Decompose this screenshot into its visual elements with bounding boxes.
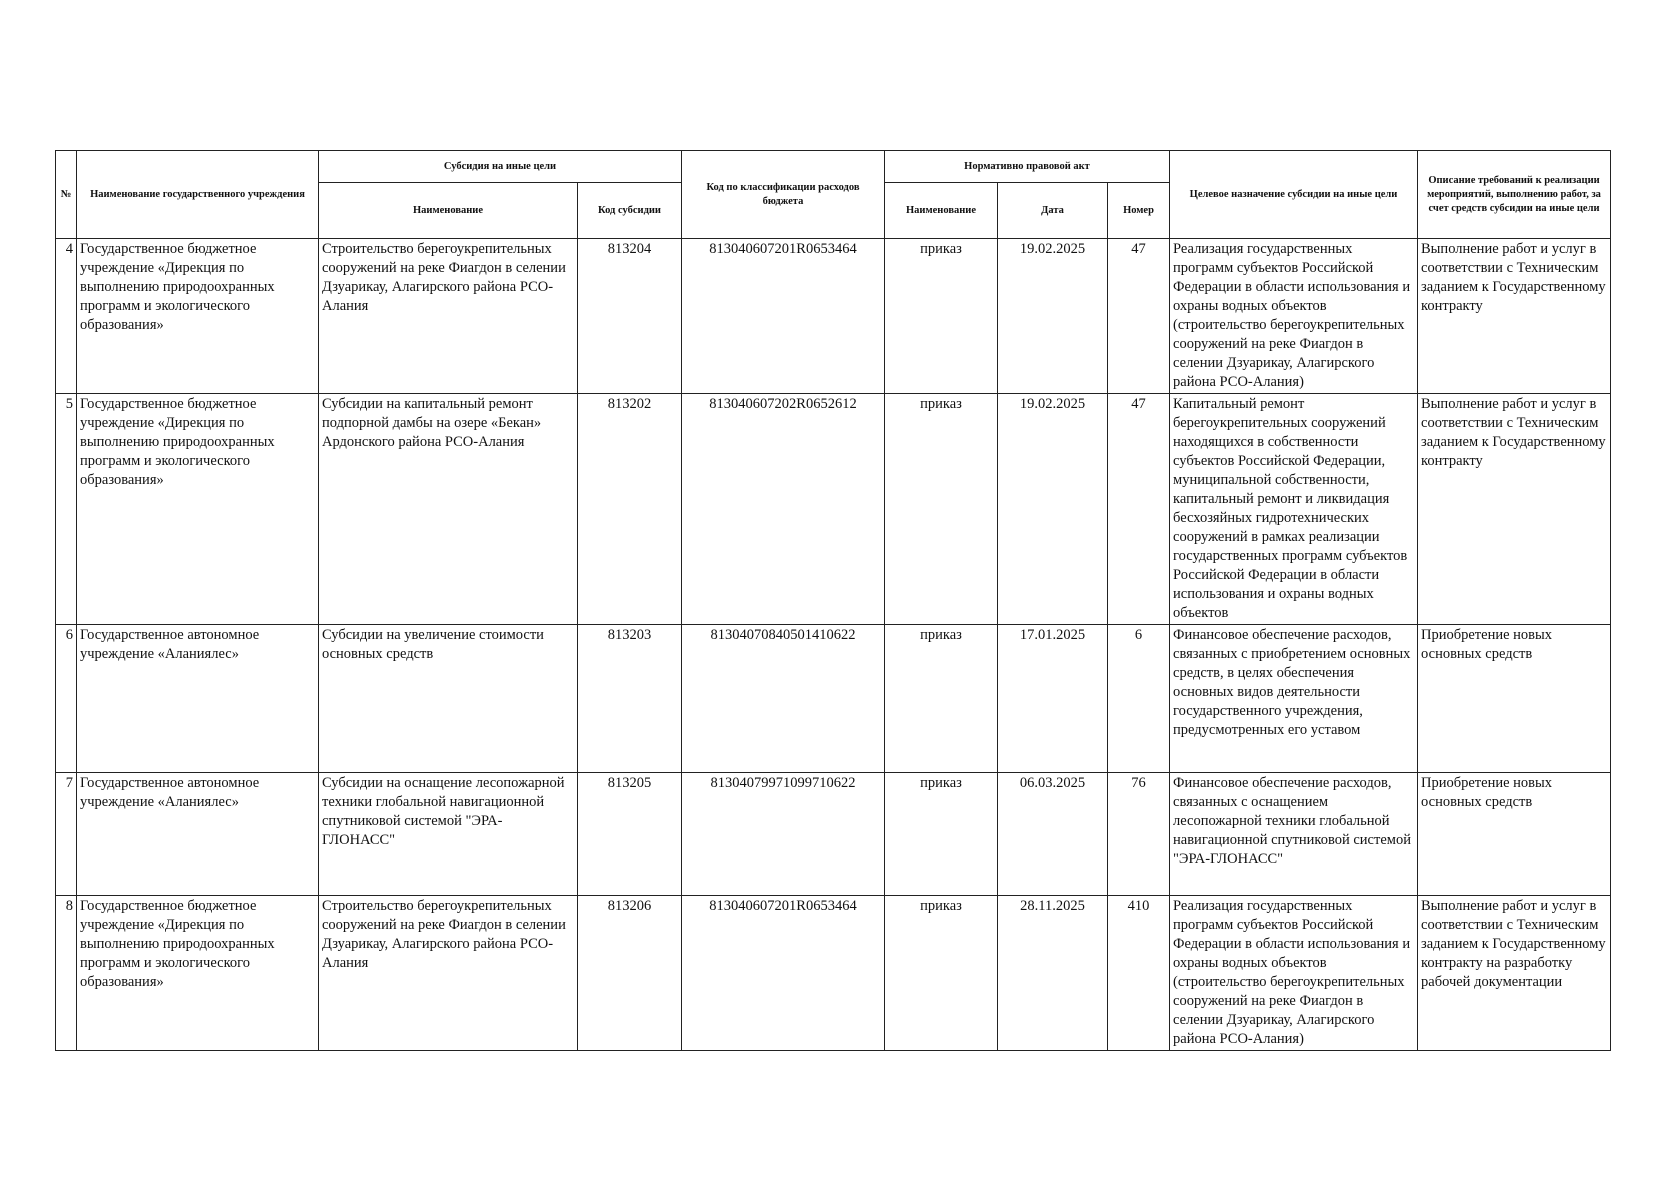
subsidy-code: 813206: [578, 896, 682, 1051]
subsidy-name: Субсидии на оснащение лесопожарной техники глобальной навигационной спутниковой системой "ЭРА-ГЛОНАСС": [319, 773, 578, 896]
subsidy-name: Строительство берегоукрепительных сооружений на реке Фиагдон в селении Дзуарикау, Алагирского района РСО-Алания: [319, 239, 578, 394]
act-name: приказ: [885, 239, 998, 394]
table-row: [56, 896, 1611, 1051]
institution-name: Государственное бюджетное учреждение «Дирекция по выполнению природоохранных программ и экологического образования»: [77, 239, 319, 394]
subsidy-name: Субсидии на увеличение стоимости основных средств: [319, 625, 578, 773]
act-date: 17.01.2025: [998, 625, 1108, 773]
header-act-name: Наименование: [885, 183, 998, 239]
table-row: [56, 239, 1611, 394]
header-subsidy-name: Наименование: [319, 183, 578, 239]
header-institution: Наименование государственного учреждения: [77, 151, 319, 239]
budget-code: 813040607201R0653464: [682, 896, 885, 1051]
table-header: [56, 151, 1611, 239]
subsidy-code: 813202: [578, 394, 682, 625]
subsidy-purpose: Реализация государственных программ субъектов Российской Федерации в области использования и охраны водных объектов (строительство берегоукрепительных сооружений на реке Фиагдон в селении Дзуарикау, Алагирского района РСО-Алания): [1170, 896, 1418, 1051]
act-number: 76: [1108, 773, 1170, 896]
act-number: 6: [1108, 625, 1170, 773]
subsidy-table: [55, 150, 1611, 1051]
budget-code: 813040607202R0652612: [682, 394, 885, 625]
row-number: 4: [56, 239, 77, 394]
requirements-description: Приобретение новых основных средств: [1418, 773, 1611, 896]
header-subsidy-group: Субсидия на иные цели: [319, 151, 682, 183]
act-number: 410: [1108, 896, 1170, 1051]
subsidy-purpose: Капитальный ремонт берегоукрепительных сооружений находящихся в собственности субъектов Российской Федерации, муниципальной собственности, капитальный ремонт и ликвидация бесхозяйных гидротехнических сооружений в рамках реализации государственных программ субъектов Российской Федерации в области использования и охраны водных объектов: [1170, 394, 1418, 625]
subsidy-purpose: Финансовое обеспечение расходов, связанных с оснащением лесопожарной техники глобальной навигационной спутниковой системой "ЭРА-ГЛОНАСС": [1170, 773, 1418, 896]
budget-code: 81304079971099710622: [682, 773, 885, 896]
header-purpose: Целевое назначение субсидии на иные цели: [1170, 151, 1418, 239]
act-name: приказ: [885, 394, 998, 625]
header-act-number: Номер: [1108, 183, 1170, 239]
subsidy-name: Строительство берегоукрепительных сооружений на реке Фиагдон в селении Дзуарикау, Алагирского района РСО-Алания: [319, 896, 578, 1051]
requirements-description: Приобретение новых основных средств: [1418, 625, 1611, 773]
subsidy-code: 813205: [578, 773, 682, 896]
table-row: [56, 394, 1611, 625]
act-name: приказ: [885, 896, 998, 1051]
header-requirements: Описание требований к реализации мероприятий, выполнению работ, за счет средств субсидии на иные цели: [1418, 151, 1611, 239]
institution-name: Государственное бюджетное учреждение «Дирекция по выполнению природоохранных программ и экологического образования»: [77, 394, 319, 625]
act-date: 06.03.2025: [998, 773, 1108, 896]
institution-name: Государственное автономное учреждение «Аланиялес»: [77, 625, 319, 773]
act-number: 47: [1108, 239, 1170, 394]
budget-code: 81304070840501410622: [682, 625, 885, 773]
subsidy-code: 813204: [578, 239, 682, 394]
act-date: 19.02.2025: [998, 394, 1108, 625]
row-number: 8: [56, 896, 77, 1051]
act-date: 19.02.2025: [998, 239, 1108, 394]
subsidy-code: 813203: [578, 625, 682, 773]
table-row: [56, 625, 1611, 773]
act-number: 47: [1108, 394, 1170, 625]
institution-name: Государственное автономное учреждение «Аланиялес»: [77, 773, 319, 896]
header-budget-code: Код по классификации расходов бюджета: [682, 151, 885, 239]
institution-name: Государственное бюджетное учреждение «Дирекция по выполнению природоохранных программ и экологического образования»: [77, 896, 319, 1051]
table-row: [56, 773, 1611, 896]
requirements-description: Выполнение работ и услуг в соответствии с Техническим заданием к Государственному контракту: [1418, 394, 1611, 625]
act-name: приказ: [885, 625, 998, 773]
budget-code: 813040607201R0653464: [682, 239, 885, 394]
row-number: 7: [56, 773, 77, 896]
act-date: 28.11.2025: [998, 896, 1108, 1051]
table-body: [56, 239, 1611, 1051]
requirements-description: Выполнение работ и услуг в соответствии с Техническим заданием к Государственному контракту на разработку рабочей документации: [1418, 896, 1611, 1051]
subsidy-purpose: Реализация государственных программ субъектов Российской Федерации в области использования и охраны водных объектов (строительство берегоукрепительных сооружений на реке Фиагдон в селении Дзуарикау, Алагирского района РСО-Алания): [1170, 239, 1418, 394]
act-name: приказ: [885, 773, 998, 896]
header-act-group: Нормативно правовой акт: [885, 151, 1170, 183]
subsidy-purpose: Финансовое обеспечение расходов, связанных с приобретением основных средств, в целях обеспечения основных видов деятельности государственного учреждения, предусмотренных его уставом: [1170, 625, 1418, 773]
subsidy-name: Субсидии на капитальный ремонт подпорной дамбы на озере «Бекан» Ардонского района РСО-Алания: [319, 394, 578, 625]
header-no: №: [56, 151, 77, 239]
header-subsidy-code: Код субсидии: [578, 183, 682, 239]
header-act-date: Дата: [998, 183, 1108, 239]
requirements-description: Выполнение работ и услуг в соответствии с Техническим заданием к Государственному контракту: [1418, 239, 1611, 394]
row-number: 5: [56, 394, 77, 625]
row-number: 6: [56, 625, 77, 773]
